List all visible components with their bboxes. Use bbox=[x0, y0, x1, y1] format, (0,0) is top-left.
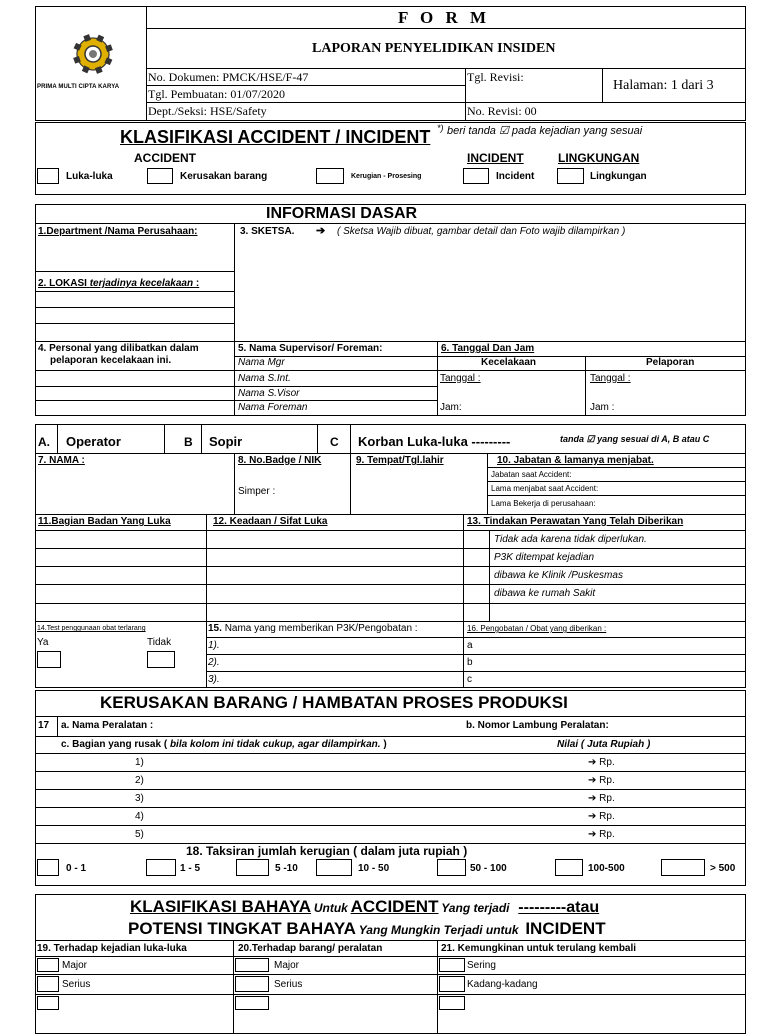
row-rp-2: ➔ Rp. bbox=[588, 775, 615, 786]
row-num-1: 1) bbox=[135, 757, 144, 768]
row-num-4: 4) bbox=[135, 811, 144, 822]
sup-sint: Nama S.Int. bbox=[238, 373, 291, 384]
checkbox-range-5-10[interactable] bbox=[236, 859, 269, 876]
jam-kecelakaan: Jam: bbox=[440, 402, 462, 413]
bahaya-title-1: KLASIFIKASI BAHAYA Untuk ACCIDENT Yang terjadi ---------atau bbox=[130, 897, 600, 916]
checkbox-range-1-5[interactable] bbox=[146, 859, 176, 876]
row-rp-1: ➔ Rp. bbox=[588, 757, 615, 768]
checkbox-19-major[interactable] bbox=[37, 958, 59, 972]
checkbox-incident[interactable] bbox=[463, 168, 489, 184]
tindakan-2: P3K ditempat kejadian bbox=[494, 552, 595, 563]
tindakan-label: 13. Tindakan Perawatan Yang Telah Diberikan bbox=[467, 516, 684, 527]
test-tidak: Tidak bbox=[147, 637, 172, 648]
personal-label-2: pelaporan kecelakaan ini. bbox=[50, 355, 172, 366]
no-dokumen: No. Dokumen: PMCK/HSE/F-47 bbox=[148, 70, 309, 84]
simper: Simper : bbox=[238, 486, 276, 497]
kecelakaan-label: Kecelakaan bbox=[481, 357, 537, 368]
checkbox-range-0-1[interactable] bbox=[37, 859, 59, 876]
label-korban: Korban Luka-luka --------- bbox=[358, 434, 511, 449]
label-a: A. bbox=[38, 435, 50, 449]
klasifikasi-title: KLASIFIKASI ACCIDENT / INCIDENT bbox=[120, 127, 431, 147]
row-rp-4: ➔ Rp. bbox=[588, 811, 615, 822]
tanggal-kecelakaan: Tanggal : bbox=[440, 373, 481, 384]
obat-b: b bbox=[467, 657, 473, 668]
tindakan-3: dibawa ke Klinik /Puskesmas bbox=[494, 570, 623, 581]
tindakan-1: Tidak ada karena tidak diperlukan. bbox=[494, 534, 647, 545]
checkbox-21-kadang[interactable] bbox=[439, 976, 465, 992]
row-rp-5: ➔ Rp. bbox=[588, 829, 615, 840]
tindakan-4: dibawa ke rumah Sakit bbox=[494, 588, 596, 599]
nilai-label: Nilai ( Juta Rupiah ) bbox=[557, 739, 651, 750]
checkbox-19-row3[interactable] bbox=[37, 996, 59, 1010]
col-21-label: 21. Kemungkinan untuk terulang kembali bbox=[441, 943, 637, 954]
label-operator: Operator bbox=[66, 434, 121, 449]
pelaporan-label: Pelaporan bbox=[646, 357, 695, 368]
checkbox-luka[interactable] bbox=[37, 168, 59, 184]
range-50-100: 50 - 100 bbox=[470, 863, 507, 874]
checkbox-range-500[interactable] bbox=[661, 859, 705, 876]
row-num-5: 5) bbox=[135, 829, 144, 840]
bahaya-title-2: POTENSI TINGKAT BAHAYA Yang Mungkin Terjadi untuk INCIDENT bbox=[128, 919, 606, 938]
opt-luka: Luka-luka bbox=[66, 171, 113, 182]
range-0-1: 0 - 1 bbox=[66, 863, 87, 874]
sup-mgr: Nama Mgr bbox=[238, 357, 285, 368]
sup-foreman: Nama Foreman bbox=[238, 402, 308, 413]
jabatan-3: Lama Bekerja di perusahaan: bbox=[491, 499, 596, 508]
col-19-label: 19. Terhadap kejadian luka-luka bbox=[37, 943, 187, 954]
test-ya: Ya bbox=[37, 637, 49, 648]
opt-incident: Incident bbox=[496, 171, 535, 182]
row-num-2: 2) bbox=[135, 775, 144, 786]
lingkungan-label: LINGKUNGAN bbox=[558, 151, 640, 165]
row-num-3: 3) bbox=[135, 793, 144, 804]
bagian-label: 11.Bagian Badan Yang Luka bbox=[38, 516, 171, 527]
header-box bbox=[35, 6, 746, 121]
label-c: C bbox=[330, 435, 339, 449]
jabatan-2: Lama menjabat saat Accident: bbox=[491, 484, 599, 493]
checkbox-tidak[interactable] bbox=[147, 651, 175, 668]
keadaan-label: 12. Keadaan / Sifat Luka bbox=[213, 516, 328, 527]
p3k-2: 2). bbox=[208, 657, 220, 668]
range-1-5: 1 - 5 bbox=[180, 863, 201, 874]
p3k-label: 15. Nama yang memberikan P3K/Pengobatan : bbox=[208, 623, 418, 634]
klasifikasi-note-mark: *) bbox=[437, 123, 444, 133]
sketsa-note: ( Sketsa Wajib dibuat, gambar detail dan Foto wajib dilampirkan ) bbox=[337, 226, 626, 237]
opt-kerusakan: Kerusakan barang bbox=[180, 171, 268, 182]
checkbox-range-10-50[interactable] bbox=[316, 859, 352, 876]
dept-label: 1.Department /Nama Perusahaan: bbox=[38, 226, 198, 237]
kerusakan-title: KERUSAKAN BARANG / HAMBATAN PROSES PRODUKSI bbox=[100, 693, 568, 712]
personal-label-1: 4. Personal yang dilibatkan dalam bbox=[38, 343, 199, 354]
jam-pelaporan: Jam : bbox=[590, 402, 615, 413]
tgl-pembuatan: Tgl. Pembuatan: 01/07/2020 bbox=[148, 87, 285, 101]
range-100-500: 100-500 bbox=[588, 863, 625, 874]
tanggal-label: 6. Tanggal Dan Jam bbox=[441, 343, 535, 354]
checkbox-20-major[interactable] bbox=[235, 958, 269, 972]
row-rp-3: ➔ Rp. bbox=[588, 793, 615, 804]
checkbox-21-row3[interactable] bbox=[439, 996, 465, 1010]
checkbox-range-50-100[interactable] bbox=[437, 859, 466, 876]
c21-sering: Sering bbox=[467, 960, 496, 971]
p3k-3: 3). bbox=[208, 674, 220, 685]
range-10-50: 10 - 50 bbox=[358, 863, 390, 874]
range-5-10: 5 -10 bbox=[275, 863, 298, 874]
col-20-label: 20.Terhadap barang/ peralatan bbox=[238, 943, 383, 954]
p3k-1: 1). bbox=[208, 640, 220, 651]
dept-seksi: Dept./Seksi: HSE/Safety bbox=[148, 104, 267, 118]
sup-svisor: Nama S.Visor bbox=[238, 388, 300, 399]
bagian-rusak-label: c. Bagian yang rusak ( bila kolom ini tidak cukup, agar dilampirkan. ) bbox=[61, 739, 387, 750]
nomor-lambung: b. Nomor Lambung Peralatan: bbox=[466, 720, 609, 731]
kerusakan-num: 17 bbox=[38, 720, 50, 731]
korban-note: tanda ☑ yang sesuai di A, B atau C bbox=[560, 434, 710, 444]
halaman: Halaman: 1 dari 3 bbox=[613, 78, 714, 93]
tgl-revisi: Tgl. Revisi: bbox=[467, 70, 524, 84]
checkbox-20-serius[interactable] bbox=[235, 976, 269, 992]
informasi-title: INFORMASI DASAR bbox=[266, 205, 418, 222]
obat-c: c bbox=[467, 674, 472, 685]
checkbox-ya[interactable] bbox=[37, 651, 61, 668]
obat-label: 16. Pengobatan / Obat yang diberikan : bbox=[467, 624, 607, 633]
lokasi-label: 2. LOKASI terjadinya kecelakaan : bbox=[38, 278, 200, 289]
supervisor-label: 5. Nama Supervisor/ Foreman: bbox=[238, 343, 383, 354]
form-label: F O R M bbox=[398, 8, 491, 27]
incident-label: INCIDENT bbox=[467, 151, 524, 165]
c20-major: Major bbox=[274, 960, 300, 971]
form-title: LAPORAN PENYELIDIKAN INSIDEN bbox=[312, 41, 556, 56]
c21-kadang: Kadang-kadang bbox=[467, 979, 538, 990]
taksiran-label: 18. Taksiran jumlah kerugian ( dalam juta rupiah ) bbox=[186, 844, 468, 858]
jabatan-1: Jabatan saat Accident: bbox=[491, 470, 572, 479]
company-name: PRIMA MULTI CIPTA KARYA bbox=[37, 84, 120, 90]
c19-major: Major bbox=[62, 960, 88, 971]
tempat-label: 9. Tempat/Tgl.lahir bbox=[356, 455, 444, 466]
checkbox-range-100-500[interactable] bbox=[555, 859, 583, 876]
accident-label: ACCIDENT bbox=[134, 151, 196, 165]
jabatan-label: 10. Jabatan & lamanya menjabat. bbox=[497, 455, 654, 466]
checkbox-21-sering[interactable] bbox=[439, 958, 465, 972]
checkbox-19-serius[interactable] bbox=[37, 976, 59, 992]
obat-a: a bbox=[467, 640, 473, 651]
opt-lingkungan: Lingkungan bbox=[590, 171, 647, 182]
c20-serius: Serius bbox=[274, 979, 303, 990]
badge-label: 8. No.Badge / NIK bbox=[238, 455, 322, 466]
no-revisi: No. Revisi: 00 bbox=[467, 104, 537, 118]
company-logo bbox=[70, 34, 116, 74]
checkbox-kerugian[interactable] bbox=[316, 168, 344, 184]
nama-label: 7. NAMA : bbox=[38, 455, 85, 466]
test-label: 14.Test penggunaan obat terlarang bbox=[37, 625, 146, 632]
c19-serius: Serius bbox=[62, 979, 91, 990]
range-500: > 500 bbox=[710, 863, 736, 874]
checkbox-20-row3[interactable] bbox=[235, 996, 269, 1010]
sketsa-label: 3. SKETSA. bbox=[240, 226, 295, 237]
sketsa-arrow: ➔ bbox=[316, 225, 326, 237]
checkbox-kerusakan[interactable] bbox=[147, 168, 173, 184]
label-sopir: Sopir bbox=[209, 434, 243, 449]
label-b: B bbox=[184, 435, 193, 449]
klasifikasi-note: beri tanda ☑ pada kejadian yang sesuai bbox=[447, 125, 643, 137]
opt-kerugian: Kerugian - Prosesing bbox=[351, 173, 422, 180]
checkbox-lingkungan[interactable] bbox=[557, 168, 584, 184]
nama-peralatan: a. Nama Peralatan : bbox=[61, 720, 154, 731]
tanggal-pelaporan: Tanggal : bbox=[590, 373, 631, 384]
